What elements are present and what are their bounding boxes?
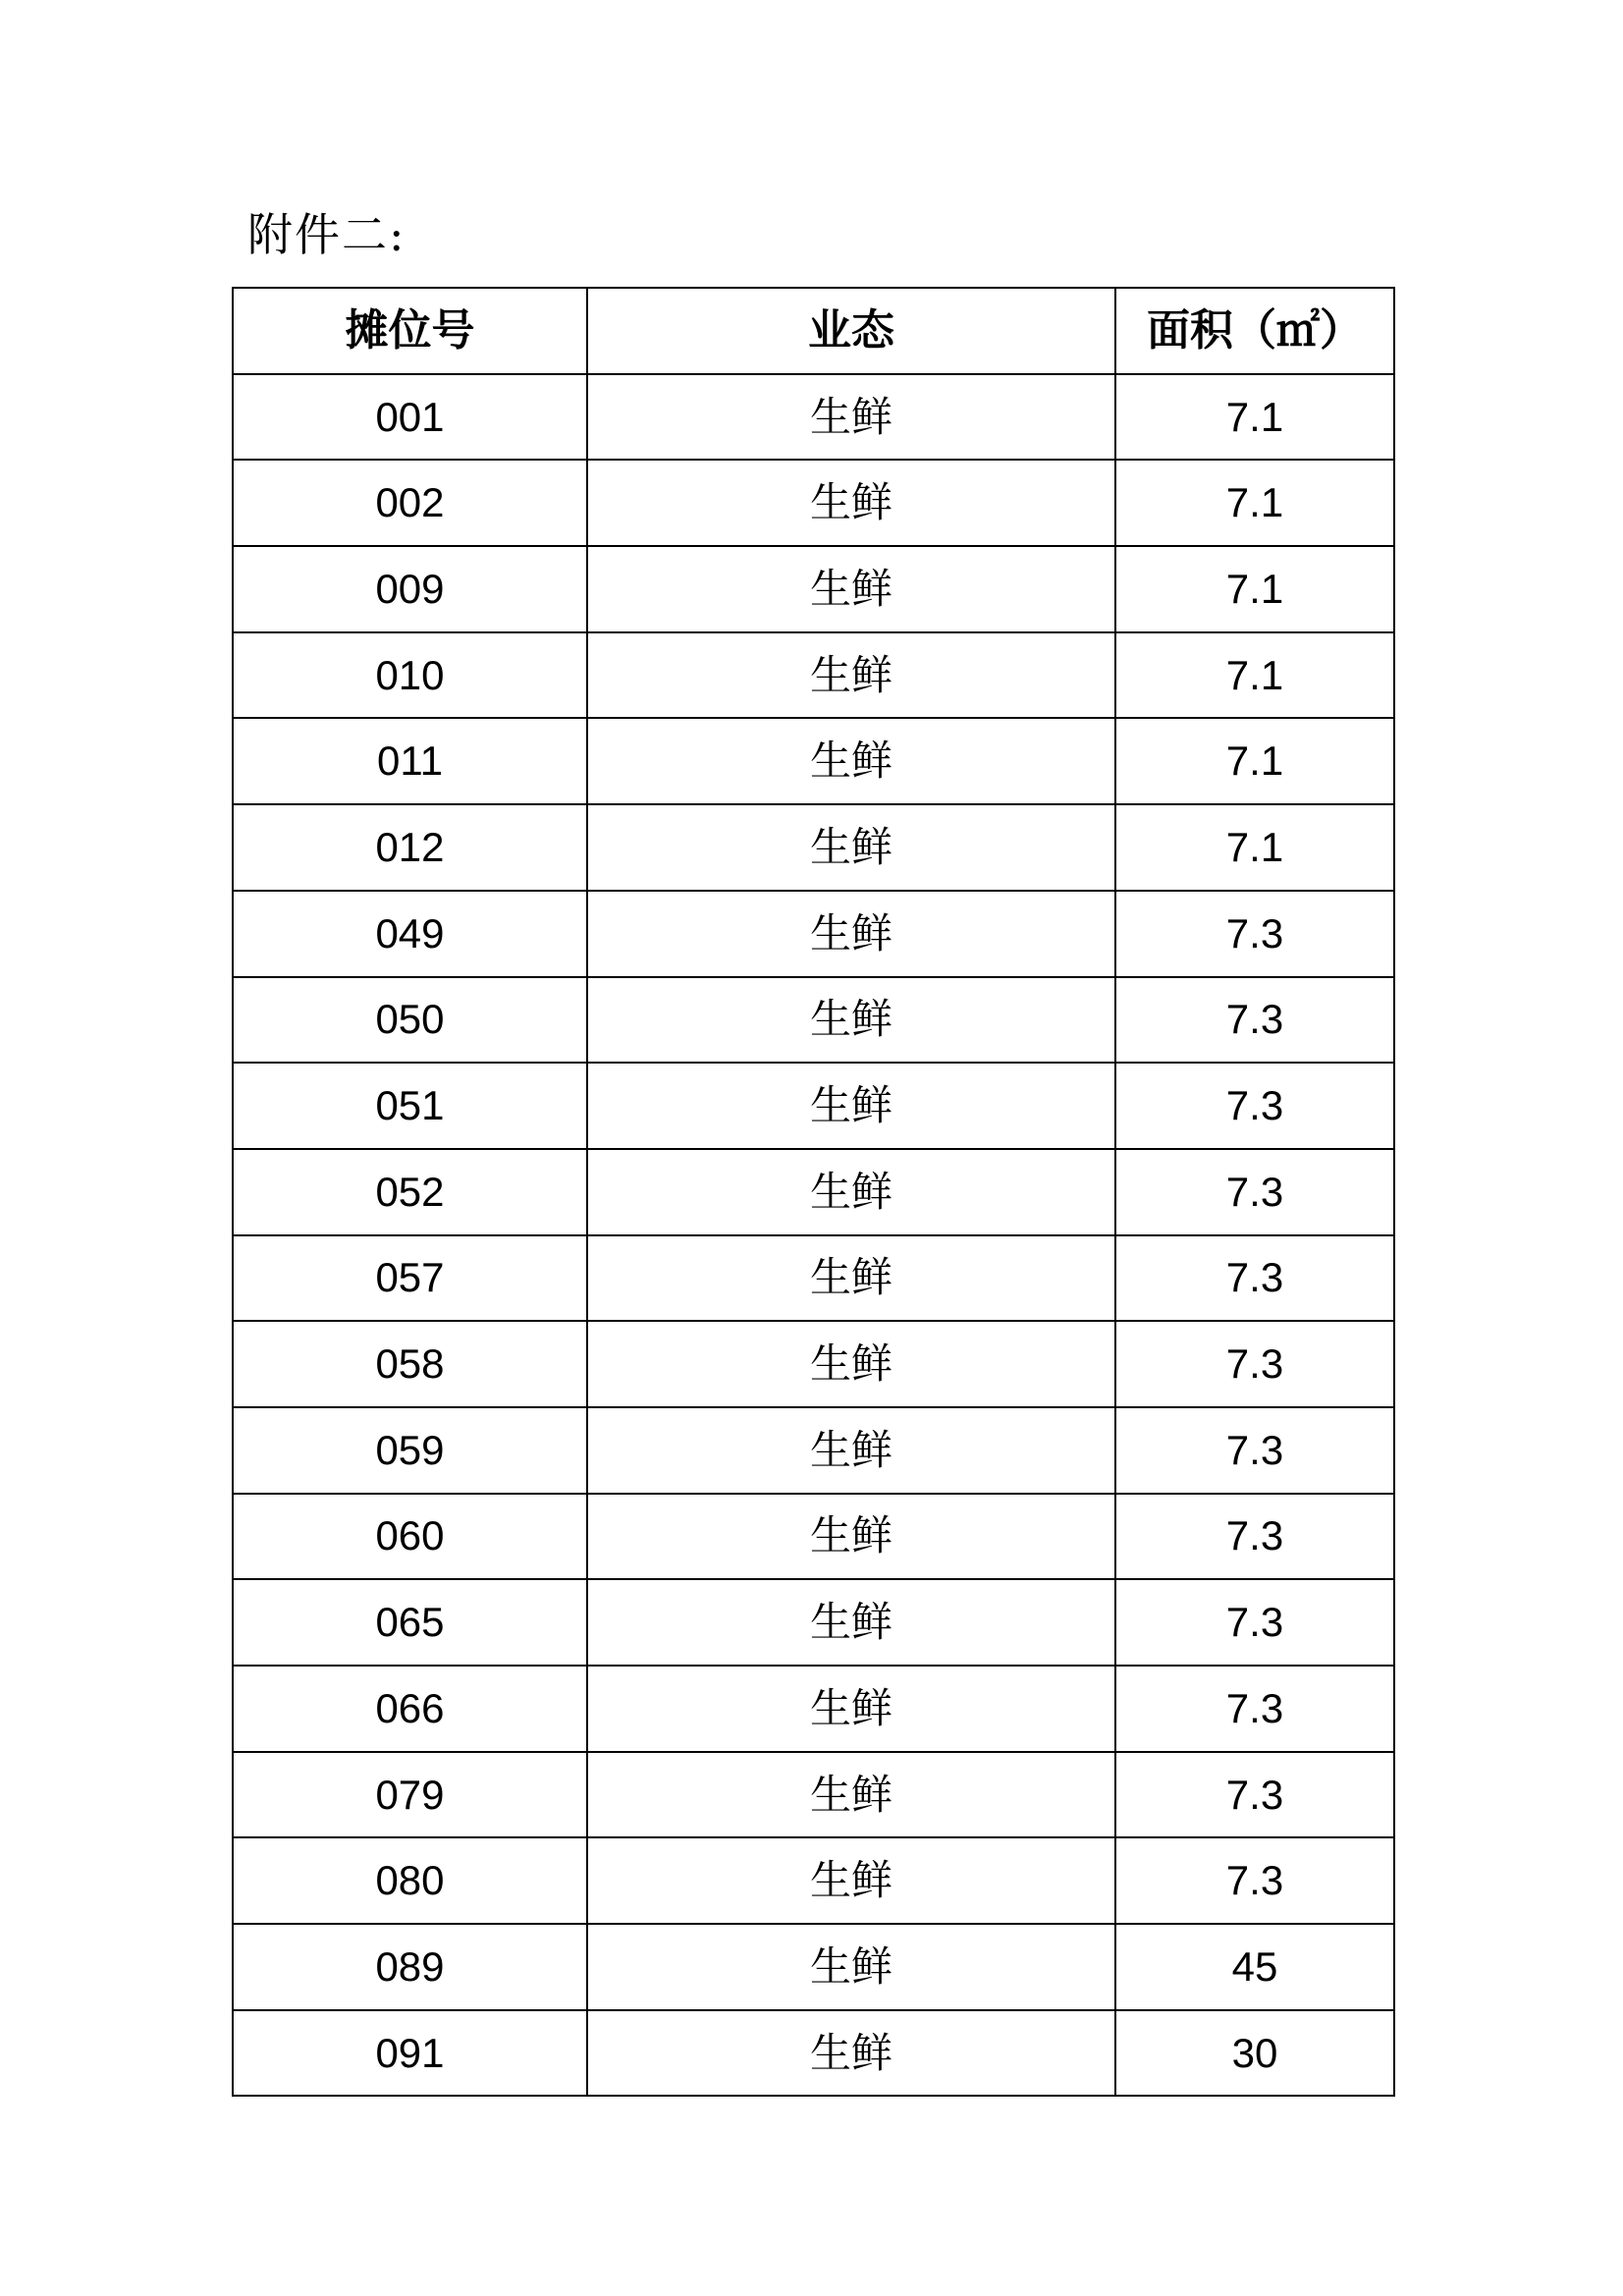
area-cell: 7.1 <box>1115 804 1394 891</box>
table-row <box>233 632 1394 719</box>
area-cell: 7.3 <box>1115 1321 1394 1407</box>
area-cell: 7.1 <box>1115 374 1394 461</box>
area-cell: 7.3 <box>1115 1837 1394 1924</box>
stall-number-cell: 080 <box>233 1837 587 1924</box>
business-type-cell: 生鲜 <box>587 1837 1115 1924</box>
business-type-cell: 生鲜 <box>587 718 1115 804</box>
table-row <box>233 1407 1394 1494</box>
business-type-cell: 生鲜 <box>587 1149 1115 1235</box>
header-business-type: 业态 <box>587 288 1115 374</box>
business-type-cell: 生鲜 <box>587 1924 1115 2010</box>
area-cell: 7.3 <box>1115 1494 1394 1580</box>
business-type-cell: 生鲜 <box>587 632 1115 719</box>
table-row <box>233 1579 1394 1666</box>
table-row <box>233 1752 1394 1838</box>
stall-number-cell: 058 <box>233 1321 587 1407</box>
area-cell: 7.3 <box>1115 1063 1394 1149</box>
business-type-cell: 生鲜 <box>587 1579 1115 1666</box>
stall-number-cell: 049 <box>233 891 587 977</box>
area-cell: 7.3 <box>1115 1579 1394 1666</box>
business-type-cell: 生鲜 <box>587 891 1115 977</box>
stall-number-cell: 057 <box>233 1235 587 1322</box>
area-cell: 7.3 <box>1115 977 1394 1064</box>
table-row <box>233 374 1394 461</box>
stall-table <box>232 287 1395 2097</box>
business-type-cell: 生鲜 <box>587 1235 1115 1322</box>
business-type-cell: 生鲜 <box>587 977 1115 1064</box>
stall-number-cell: 060 <box>233 1494 587 1580</box>
business-type-cell: 生鲜 <box>587 1063 1115 1149</box>
stall-number-cell: 065 <box>233 1579 587 1666</box>
header-row <box>233 288 1394 374</box>
area-cell: 7.1 <box>1115 632 1394 719</box>
stall-number-cell: 079 <box>233 1752 587 1838</box>
table-row <box>233 1063 1394 1149</box>
table-row <box>233 546 1394 632</box>
business-type-cell: 生鲜 <box>587 460 1115 546</box>
table-row <box>233 804 1394 891</box>
business-type-cell: 生鲜 <box>587 1407 1115 1494</box>
business-type-cell: 生鲜 <box>587 1752 1115 1838</box>
business-type-cell: 生鲜 <box>587 2010 1115 2097</box>
table-row <box>233 977 1394 1064</box>
table-row <box>233 1494 1394 1580</box>
area-cell: 7.3 <box>1115 1407 1394 1494</box>
business-type-cell: 生鲜 <box>587 804 1115 891</box>
table-row <box>233 2010 1394 2097</box>
stall-number-cell: 011 <box>233 718 587 804</box>
business-type-cell: 生鲜 <box>587 1321 1115 1407</box>
business-type-cell: 生鲜 <box>587 1494 1115 1580</box>
table-row <box>233 891 1394 977</box>
area-cell: 7.3 <box>1115 1235 1394 1322</box>
stall-number-cell: 051 <box>233 1063 587 1149</box>
table-row <box>233 1321 1394 1407</box>
table-row <box>233 1235 1394 1322</box>
area-cell: 7.1 <box>1115 718 1394 804</box>
table-row <box>233 1924 1394 2010</box>
area-cell: 7.1 <box>1115 460 1394 546</box>
table-row <box>233 460 1394 546</box>
table-row <box>233 1666 1394 1752</box>
stall-table-header <box>233 288 1394 374</box>
area-cell: 7.3 <box>1115 1752 1394 1838</box>
header-stall-number: 摊位号 <box>233 288 587 374</box>
area-cell: 45 <box>1115 1924 1394 2010</box>
attachment-heading: 附件二: <box>247 208 406 261</box>
stall-number-cell: 002 <box>233 460 587 546</box>
stall-number-cell: 012 <box>233 804 587 891</box>
table-row <box>233 1149 1394 1235</box>
table-row <box>233 718 1394 804</box>
stall-number-cell: 001 <box>233 374 587 461</box>
stall-number-cell: 050 <box>233 977 587 1064</box>
business-type-cell: 生鲜 <box>587 1666 1115 1752</box>
area-cell: 7.3 <box>1115 891 1394 977</box>
stall-number-cell: 010 <box>233 632 587 719</box>
stall-number-cell: 089 <box>233 1924 587 2010</box>
stall-number-cell: 059 <box>233 1407 587 1494</box>
business-type-cell: 生鲜 <box>587 374 1115 461</box>
area-cell: 7.3 <box>1115 1149 1394 1235</box>
stall-number-cell: 009 <box>233 546 587 632</box>
stall-number-cell: 091 <box>233 2010 587 2097</box>
stall-table-body <box>233 374 1394 2097</box>
area-cell: 7.1 <box>1115 546 1394 632</box>
area-cell: 30 <box>1115 2010 1394 2097</box>
stall-number-cell: 066 <box>233 1666 587 1752</box>
header-area: 面积（㎡） <box>1115 288 1394 374</box>
table-row <box>233 1837 1394 1924</box>
stall-number-cell: 052 <box>233 1149 587 1235</box>
business-type-cell: 生鲜 <box>587 546 1115 632</box>
area-cell: 7.3 <box>1115 1666 1394 1752</box>
